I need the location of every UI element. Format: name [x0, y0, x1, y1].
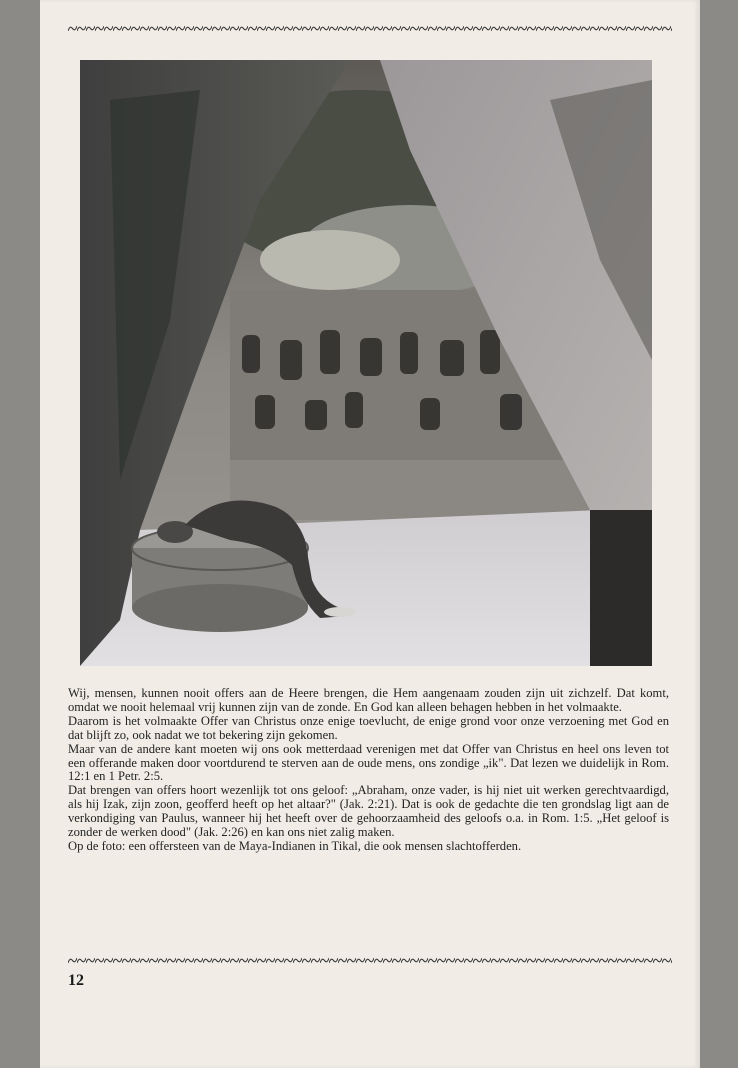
paragraph-3: Maar van de andere kant moeten wij ons ook metterdaad verenigen met dat Offer van Christus en heel ons leven tot een offerande maken door voortdurend te sterven aan de oude mens, ons zondige „ik". Dat lezen we duidelijk in Rom. 12:1 en 1 Petr. 2:5.	[68, 741, 669, 784]
photo-caption: Op de foto: een offersteen van de Maya-Indianen in Tikal, die ook mensen slachtofferden.	[68, 838, 522, 853]
bottom-decorative-border	[68, 956, 672, 965]
paragraph-1: Wij, mensen, kunnen nooit offers aan de Heere brengen, die Hem aangenaam zouden zijn uit zichzelf. Dat komt, omdat we nooit helemaal vrij kunnen zijn van de zonde. En God kan alleen behagen hebben in het volmaakte.	[68, 686, 669, 714]
top-decorative-border	[68, 24, 672, 33]
page-number: 12	[68, 972, 84, 989]
book-page	[40, 0, 700, 1068]
photo-sacrificial-stone	[80, 60, 652, 666]
paragraph-2: Daarom is het volmaakte Offer van Christus onze enige toevlucht, de enige grond voor onze verzoening met God en dat blijft zo, ook nadat we tot bekering zijn gekomen.	[68, 713, 669, 742]
paragraph-4: Dat brengen van offers hoort wezenlijk tot ons geloof: „Abraham, onze vader, is hij niet uit werken gerechtvaardigd, als hij Izak, zijn zoon, geofferd heeft op het altaar?" (Jak. 2:21). Dat is ook de gedachte die ten grondslag ligt aan de verkondiging van Paulus, wanneer hij het heeft over de gehoorzaamheid des geloofs o.a. in Rom. 1:5. „Het geloof is zonder de werken dood" (Jak. 2:26) en kan ons niet zalig maken.	[68, 783, 669, 840]
article-text	[68, 687, 669, 854]
